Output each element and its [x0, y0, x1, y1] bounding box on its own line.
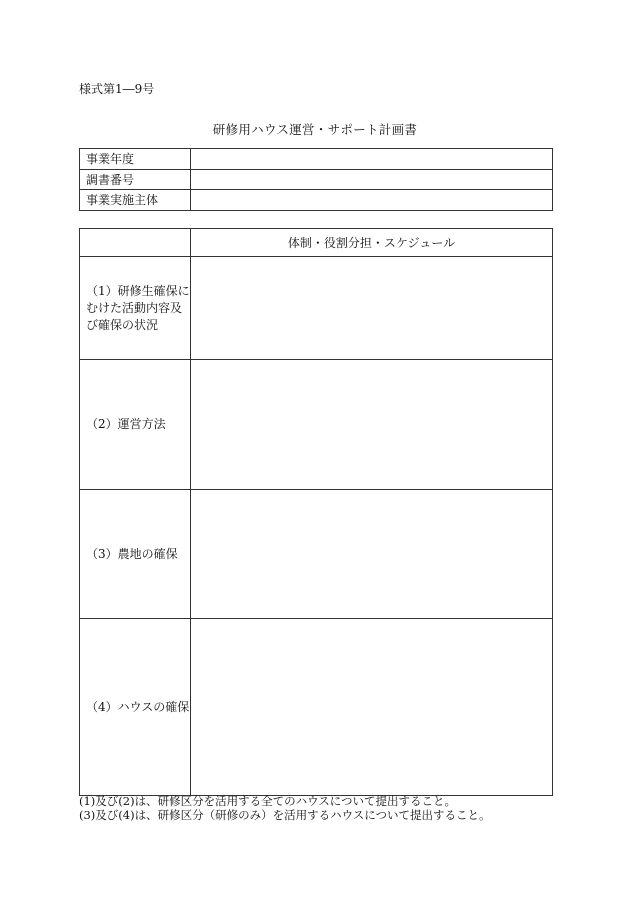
- info-row-implementing-body: [80, 190, 553, 211]
- info-label: 事業実施主体: [80, 190, 191, 211]
- plan-header-label: 体制・役割分担・スケジュール: [191, 229, 553, 257]
- info-value[interactable]: [191, 169, 553, 190]
- note-line: (3)及び(4)は、研修区分（研修のみ）を活用するハウスについて提出すること。: [79, 808, 491, 822]
- info-row-report-number: [80, 169, 553, 190]
- plan-row-label: （4）ハウスの確保: [80, 619, 191, 796]
- plan-row-content[interactable]: [191, 619, 553, 796]
- project-info-table: [79, 148, 553, 211]
- plan-row-label: （2）運営方法: [80, 360, 191, 490]
- info-row-fiscal-year: [80, 149, 553, 170]
- plan-row-greenhouse: [80, 619, 553, 796]
- plan-row-content[interactable]: [191, 257, 553, 360]
- info-label: 調書番号: [80, 169, 191, 190]
- info-label: 事業年度: [80, 149, 191, 170]
- plan-header-blank: [80, 229, 191, 257]
- plan-row-label: （3）農地の確保: [80, 490, 191, 619]
- plan-row-label: （1）研修生確保にむけた活動内容及び確保の状況: [80, 257, 191, 360]
- notes: [79, 794, 491, 822]
- plan-row-trainee-recruitment: [80, 257, 553, 360]
- document-title: 研修用ハウス運営・サポート計画書: [212, 122, 418, 137]
- note-line: (1)及び(2)は、研修区分を活用する全てのハウスについて提出すること。: [79, 794, 457, 808]
- plan-row-operation-method: [80, 360, 553, 490]
- info-value[interactable]: [191, 190, 553, 211]
- plan-table: [79, 228, 553, 796]
- plan-header-row: [80, 229, 553, 257]
- plan-row-content[interactable]: [191, 490, 553, 619]
- plan-row-farmland: [80, 490, 553, 619]
- info-value[interactable]: [191, 149, 553, 170]
- plan-row-content[interactable]: [191, 360, 553, 490]
- form-number: 様式第1―9号: [79, 82, 155, 96]
